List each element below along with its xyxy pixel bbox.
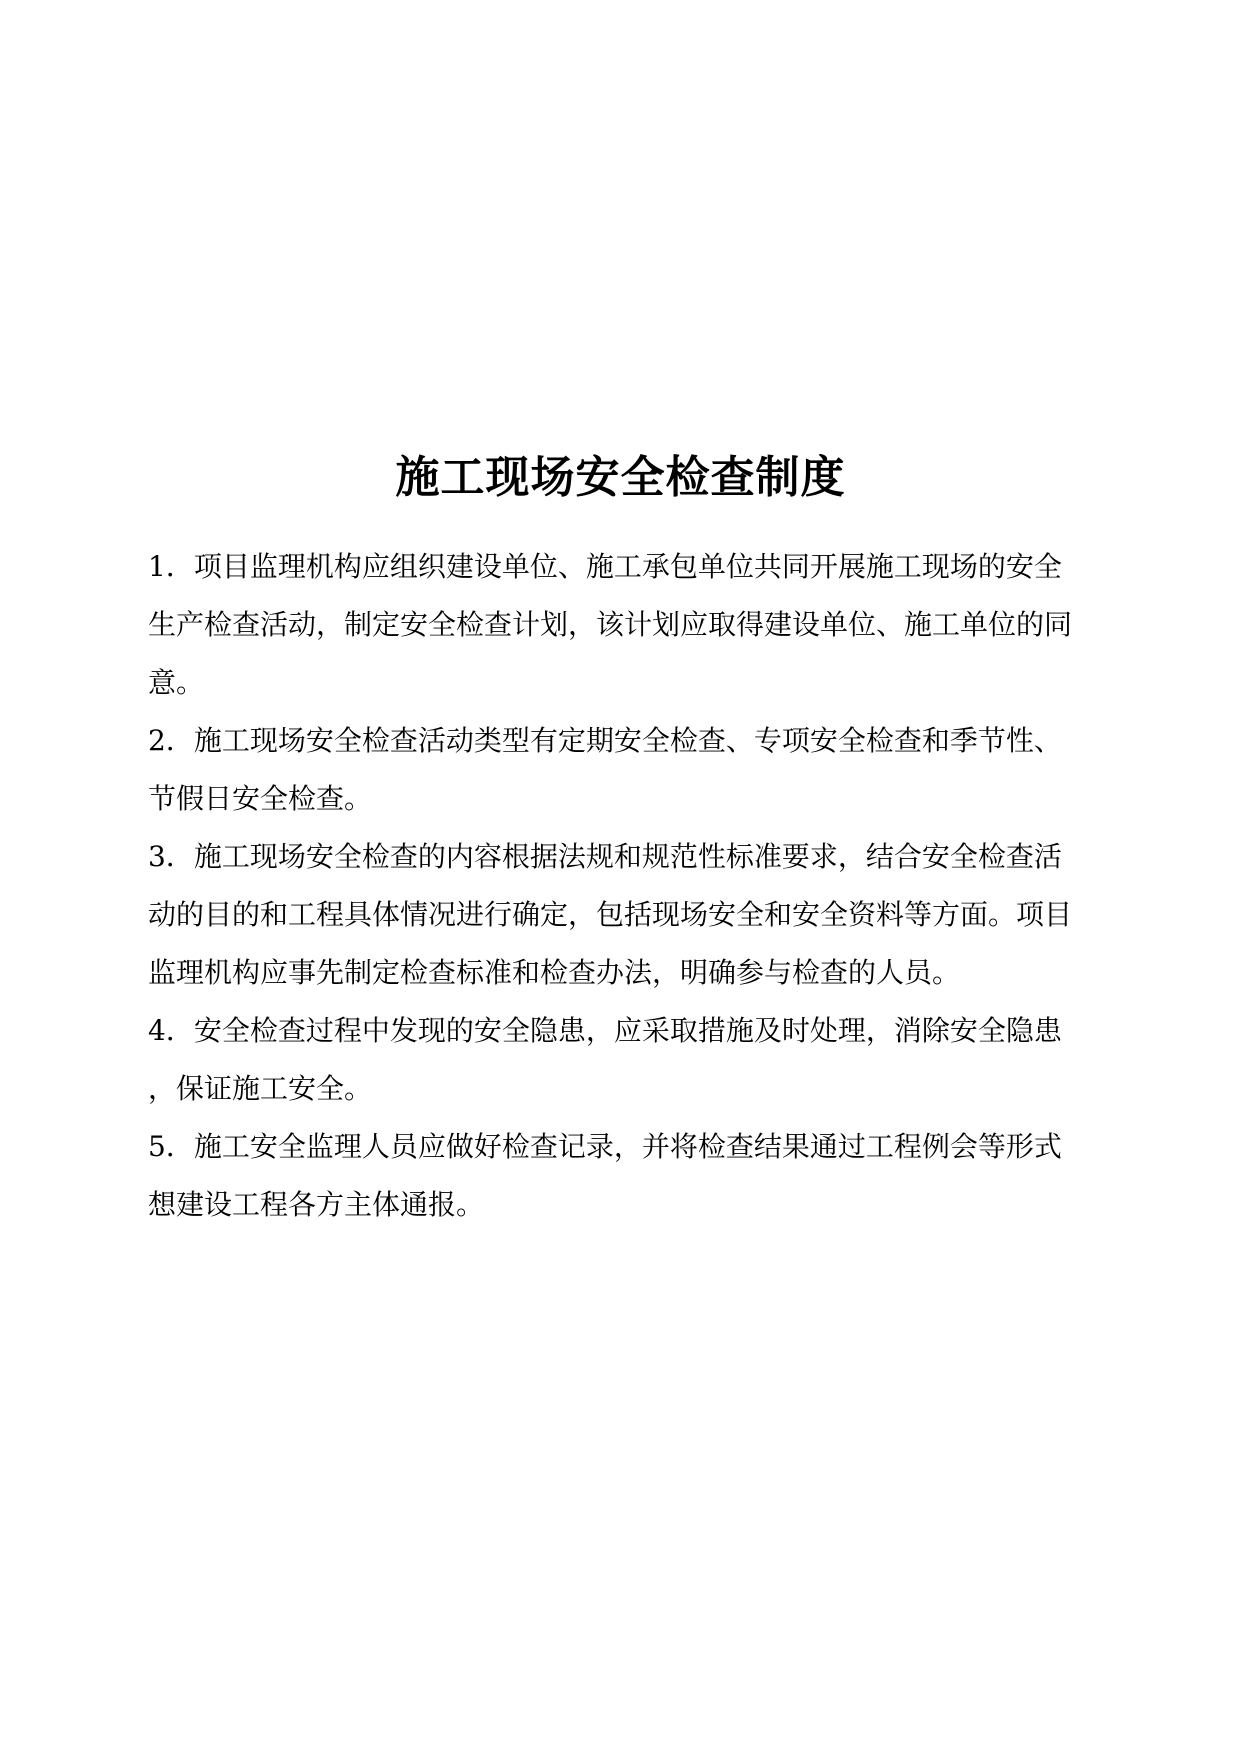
document-title: 施工现场安全检查制度 <box>395 452 846 503</box>
item-1-line-1: 1．项目监理机构应组织建设单位、施工承包单位共同开展施工现场的安全 <box>148 550 1062 583</box>
document-body <box>148 538 1108 1234</box>
item-3-line-2: 动的目的和工程具体情况进行确定，包括现场安全和安全资料等方面。项目 <box>148 898 1073 931</box>
item-4-line-2: ，保证施工安全。 <box>148 1072 373 1105</box>
item-2-line-1: 2．施工现场安全检查活动类型有定期安全检查、专项安全检查和季节性、 <box>148 724 1062 757</box>
item-5-line-1: 5．施工安全监理人员应做好检查记录，并将检查结果通过工程例会等形式 <box>148 1130 1062 1163</box>
item-5-line-2: 想建设工程各方主体通报。 <box>148 1188 485 1221</box>
item-1-line-2: 生产检查活动，制定安全检查计划，该计划应取得建设单位、施工单位的同 <box>148 608 1073 641</box>
item-1-line-3: 意。 <box>148 666 205 699</box>
item-2-line-2: 节假日安全检查。 <box>148 782 373 815</box>
item-4-line-1: 4．安全检查过程中发现的安全隐患，应采取措施及时处理，消除安全隐患 <box>148 1014 1062 1047</box>
item-3-line-1: 3．施工现场安全检查的内容根据法规和规范性标准要求，结合安全检查活 <box>148 840 1062 873</box>
item-3-line-3: 监理机构应事先制定检查标准和检查办法，明确参与检查的人员。 <box>148 956 961 989</box>
